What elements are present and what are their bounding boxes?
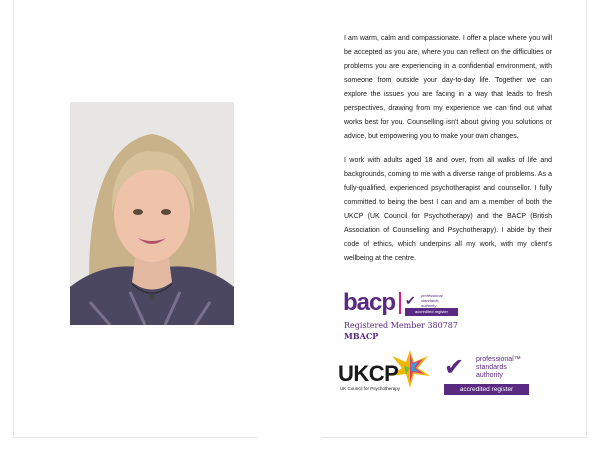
psa-line-3: authority: [476, 372, 503, 379]
ukcp-subtitle: UK Council for Psychotherapy: [340, 386, 401, 391]
psa-tick-icon: ✔: [405, 293, 416, 308]
registration-number: Registered Member 380787: [344, 321, 458, 330]
bacp-logo: [343, 288, 483, 318]
psa-big-text: [476, 356, 521, 380]
registration-info: [344, 320, 458, 342]
ukcp-wordmark: UKCP: [338, 361, 399, 386]
psa-line-2: standards: [476, 364, 507, 371]
bacp-divider: [399, 292, 401, 314]
bacp-wordmark: bacp: [343, 289, 396, 316]
bio-text: [344, 32, 552, 276]
psa-logo: [444, 354, 529, 397]
counsellor-photo: [70, 102, 234, 325]
psa-line-1: professional™: [476, 356, 521, 363]
ukcp-logo: [338, 348, 430, 396]
psa-small-register-bar: accredited register: [405, 308, 458, 316]
psa-small-text: professional standards authority: [421, 293, 443, 308]
psa-big-tick-icon: ✔: [444, 354, 465, 381]
registration-title: MBACP: [344, 331, 379, 341]
bio-paragraph-2: I work with adults aged 18 and over, from all walks of life and backgrounds, coming to me with a diverse range of problems. As a fully-qualified, experienced psychotherapist and counsellor. I fully committed to being the best I can and am a member of both the UKCP (UK Council for Psychotherapy) and the BACP (British Association of Counselling and Psychotherapy). I abide by their code of ethics, which underpins all my work, with my client's wellbeing at the centre.: [344, 157, 552, 262]
psa-register-bar: accredited register: [444, 384, 529, 395]
bio-paragraph-1: I am warm, calm and compassionate. I offer a place where you will be accepted as you are, where you can reflect on the difficulties or problems you are experiencing in a confidential environment, with someone from outside your day-to-day life. Together we can explore the issues you are facing in a way that leads to fresh perspectives, drawing from my experience we can find out what works best for you. Counselling isn't about giving you solutions or advice, but empowering you to make your own changes.: [344, 35, 552, 140]
